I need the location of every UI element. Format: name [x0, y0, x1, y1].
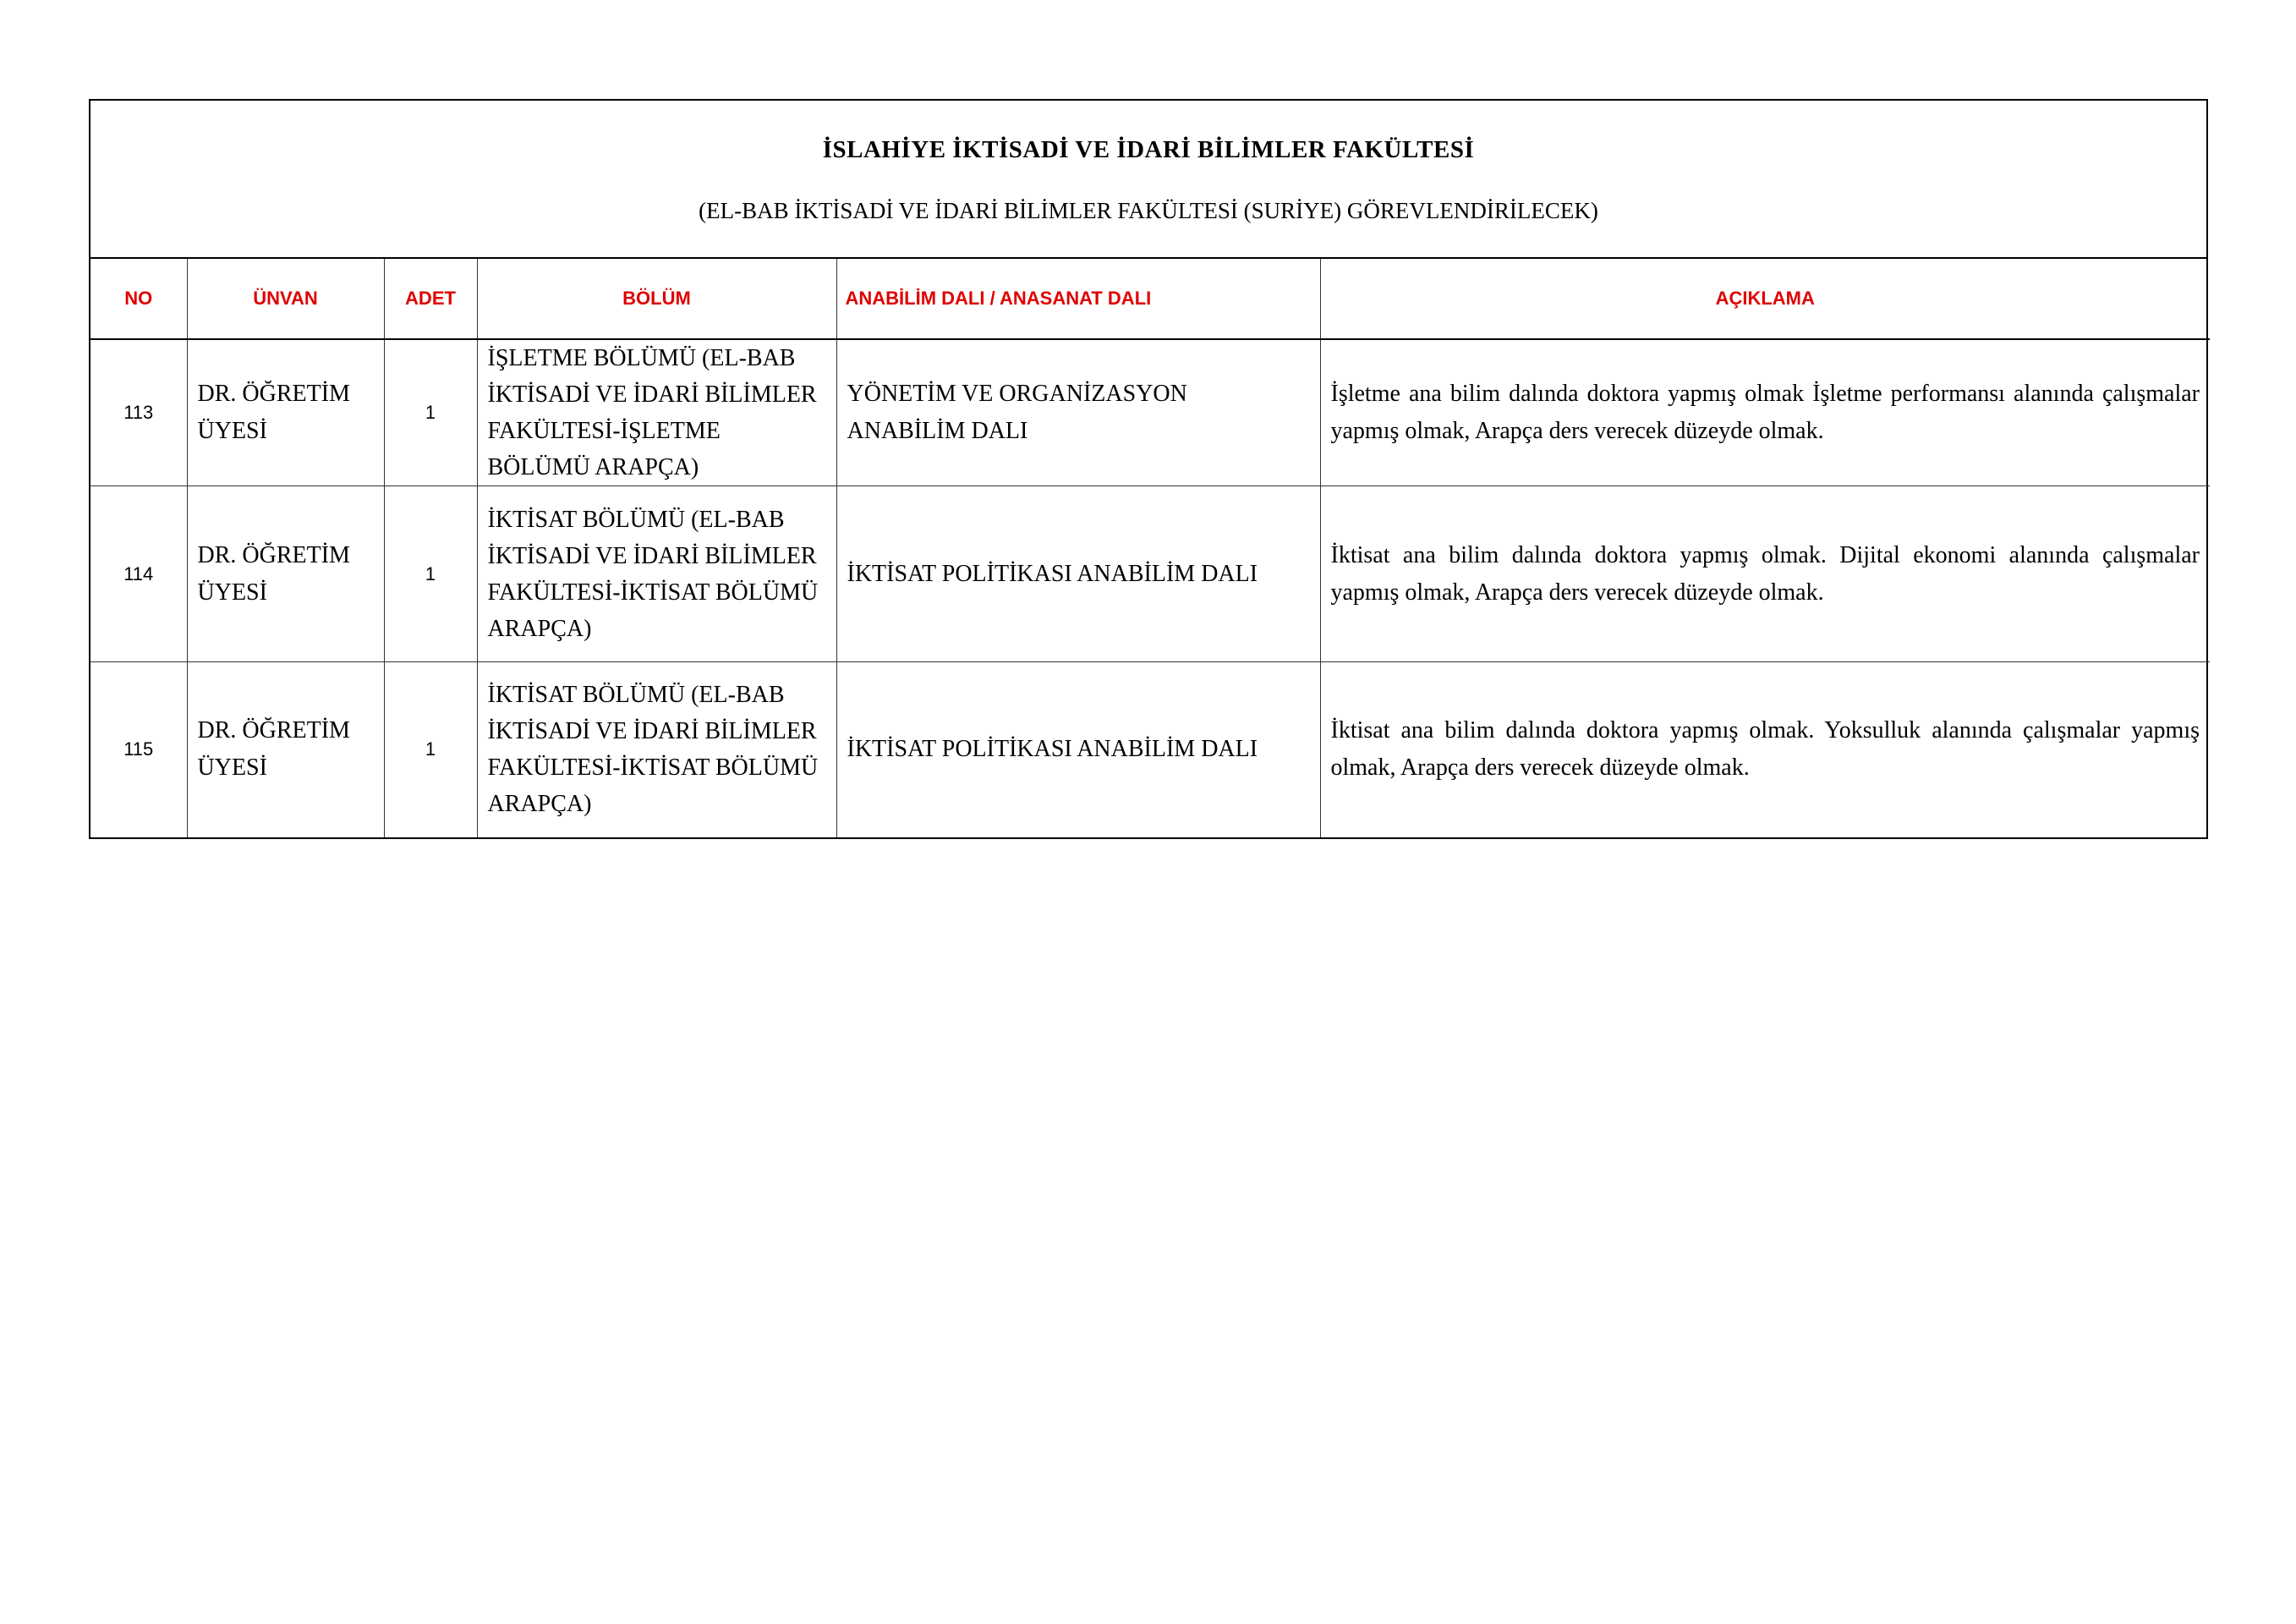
cell-unvan: DR. ÖĞRETİM ÜYESİ — [187, 339, 384, 486]
cell-adet: 1 — [384, 339, 477, 486]
cell-anabilim: YÖNETİM VE ORGANİZASYON ANABİLİM DALI — [836, 339, 1320, 486]
column-header-aciklama: AÇIKLAMA — [1320, 259, 2210, 339]
faculty-table-sheet — [89, 99, 2208, 839]
table-row — [90, 339, 2210, 486]
cell-unvan: DR. ÖĞRETİM ÜYESİ — [187, 486, 384, 662]
cell-bolum: İKTİSAT BÖLÜMÜ (EL-BAB İKTİSADİ VE İDARİ BİLİMLER FAKÜLTESİ-İKTİSAT BÖLÜMÜ ARAPÇA) — [477, 662, 836, 837]
column-header-anabilim: ANABİLİM DALI / ANASANAT DALI — [836, 259, 1320, 339]
cell-bolum: İŞLETME BÖLÜMÜ (EL-BAB İKTİSADİ VE İDARİ BİLİMLER FAKÜLTESİ-İŞLETME BÖLÜMÜ ARAPÇA) — [477, 339, 836, 486]
column-header-bolum: BÖLÜM — [477, 259, 836, 339]
table-header-row — [90, 259, 2210, 339]
cell-no: 115 — [90, 662, 187, 837]
cell-aciklama: İşletme ana bilim dalında doktora yapmış olmak İşletme performansı alanında çalışmalar yapmış olmak, Arapça ders verecek düzeyde olmak. — [1320, 339, 2210, 486]
cell-aciklama: İktisat ana bilim dalında doktora yapmış olmak. Yoksulluk alanında çalışmalar yapmış olmak, Arapça ders verecek düzeyde olmak. — [1320, 662, 2210, 837]
cell-no: 114 — [90, 486, 187, 662]
cell-bolum: İKTİSAT BÖLÜMÜ (EL-BAB İKTİSADİ VE İDARİ BİLİMLER FAKÜLTESİ-İKTİSAT BÖLÜMÜ ARAPÇA) — [477, 486, 836, 662]
cell-anabilim: İKTİSAT POLİTİKASI ANABİLİM DALI — [836, 486, 1320, 662]
cell-adet: 1 — [384, 486, 477, 662]
positions-table — [90, 259, 2210, 837]
cell-unvan: DR. ÖĞRETİM ÜYESİ — [187, 662, 384, 837]
column-header-adet: ADET — [384, 259, 477, 339]
cell-no: 113 — [90, 339, 187, 486]
column-header-no: NO — [90, 259, 187, 339]
title-block — [90, 101, 2206, 259]
cell-anabilim: İKTİSAT POLİTİKASI ANABİLİM DALI — [836, 662, 1320, 837]
faculty-subtitle: (EL-BAB İKTİSADİ VE İDARİ BİLİMLER FAKÜLTESİ (SURİYE) GÖREVLENDİRİLECEK) — [699, 198, 1598, 223]
faculty-title: İSLAHİYE İKTİSADİ VE İDARİ BİLİMLER FAKÜLTESİ — [822, 136, 1475, 163]
cell-adet: 1 — [384, 662, 477, 837]
cell-aciklama: İktisat ana bilim dalında doktora yapmış olmak. Dijital ekonomi alanında çalışmalar yapmış olmak, Arapça ders verecek düzeyde olmak. — [1320, 486, 2210, 662]
table-row — [90, 662, 2210, 837]
table-row — [90, 486, 2210, 662]
column-header-unvan: ÜNVAN — [187, 259, 384, 339]
